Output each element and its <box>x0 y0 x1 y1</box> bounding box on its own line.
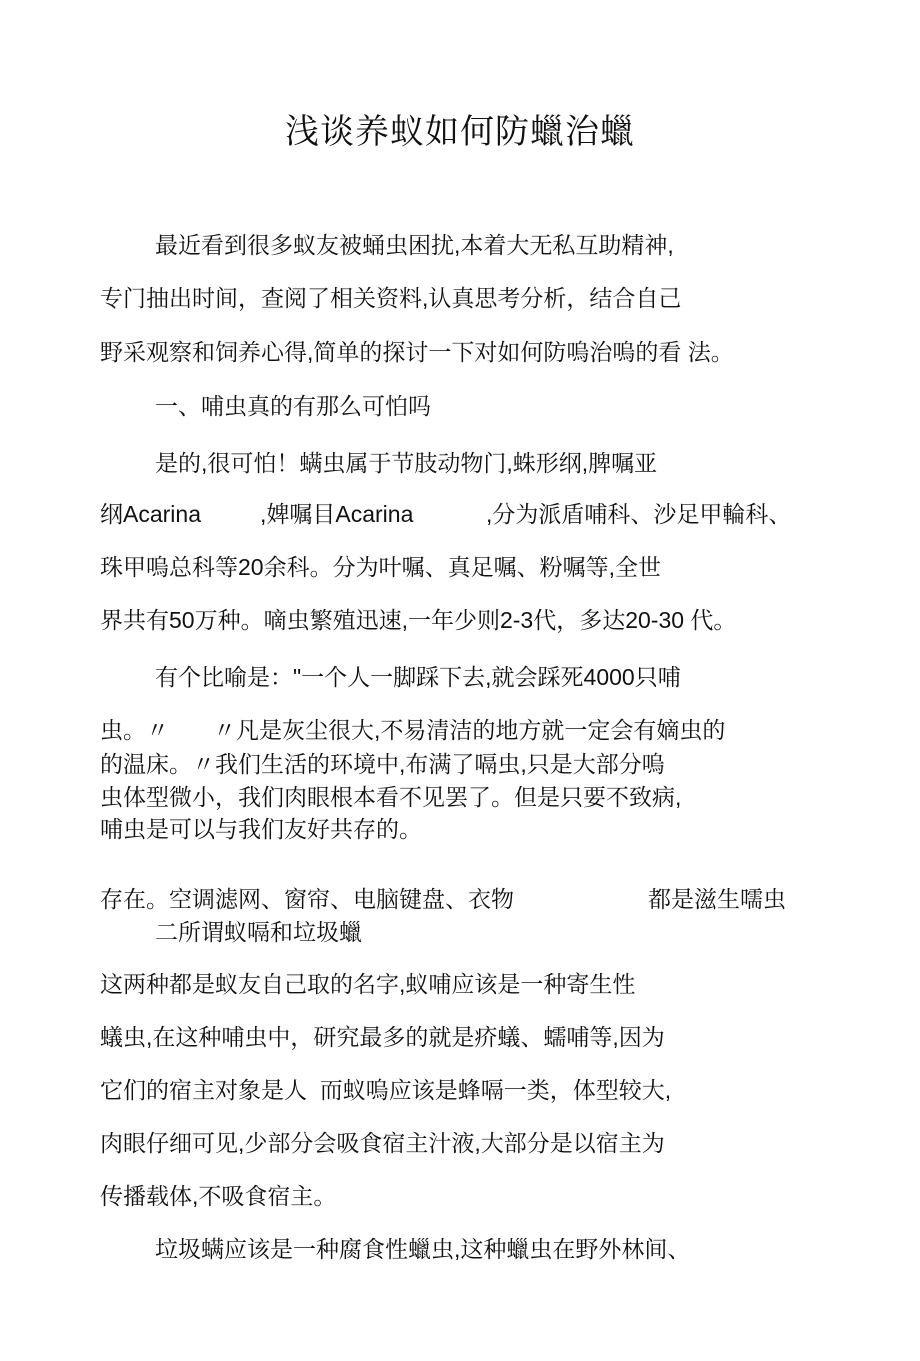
paragraph-line: 虫。〃 <box>100 717 169 743</box>
paragraph-line: 它们的宿主对象是人 而蚁嗚应该是蜂嗝一类，体型较大, <box>100 1077 672 1103</box>
paragraph-line: 界共有50万种。嘀虫繁殖迅速,一年少则2-3代，多达20-30 代。 <box>100 607 737 633</box>
paragraph-line: 肉眼仔细可见,少部分会吸食宿主汁液,大部分是以宿主为 <box>100 1130 665 1156</box>
paragraph-line: 都是滋生嚅虫 <box>648 886 786 912</box>
paragraph-line: ,婢嘱目Acarina <box>260 501 414 527</box>
paragraph-line: 有个比喻是："一个人一脚踩下去,就会踩死4000只哺 <box>155 664 681 690</box>
paragraph-line: 虫体型微小，我们肉眼根本看不见罢了。但是只要不致病, <box>100 784 682 810</box>
section-heading: 二所谓蚁嗝和垃圾蠟 <box>155 919 362 945</box>
paragraph-line: ,分为派盾哺科、沙足甲輪科、 <box>486 501 792 527</box>
paragraph-line: 这两种都是蚁友自己取的名字,蚁哺应该是一种寄生性 <box>100 971 636 997</box>
document-title: 浅谈养蚁如何防蠟治蠟 <box>285 113 635 151</box>
paragraph-line: 〃凡是灰尘很大,不易清洁的地方就一定会有嫡虫的 <box>213 717 726 743</box>
paragraph-line: 野采观察和饲养心得,简单的探讨一下对如何防嗚治嗚的看 法。 <box>100 339 734 365</box>
paragraph-line: 珠甲嗚总科等20余科。分为叶嘱、真足嘱、粉嘱等,全世 <box>100 554 661 580</box>
paragraph-line: 专门抽出时间，查阅了相关资料,认真思考分析，结合自己 <box>100 285 682 311</box>
paragraph-line: 的温床。〃我们生活的环境中,布满了嗝虫,只是大部分嗚 <box>100 751 665 777</box>
paragraph-line: 传播载体,不吸食宿主。 <box>100 1183 337 1209</box>
paragraph-line: 最近看到很多蚁友被蛹虫困扰,本着大无私互助精神, <box>155 232 674 258</box>
paragraph-line: 存在。空调滤网、窗帘、电脑键盘、衣物 <box>100 886 514 912</box>
paragraph-line: 蟻虫,在这种哺虫中，研究最多的就是疥蟻、蠕哺等,因为 <box>100 1024 665 1050</box>
paragraph-line: 是的,很可怕！螨虫属于节肢动物门,蛛形纲,脾嘱亚 <box>155 450 658 476</box>
paragraph-line: 哺虫是可以与我们友好共存的。 <box>100 816 422 842</box>
section-heading: 一、哺虫真的有那么可怕吗 <box>155 393 431 419</box>
paragraph-line: 垃圾螨应该是一种腐食性蠟虫,这种蠟虫在野外林间、 <box>155 1236 691 1262</box>
paragraph-line: 纲Acarina <box>100 501 201 527</box>
